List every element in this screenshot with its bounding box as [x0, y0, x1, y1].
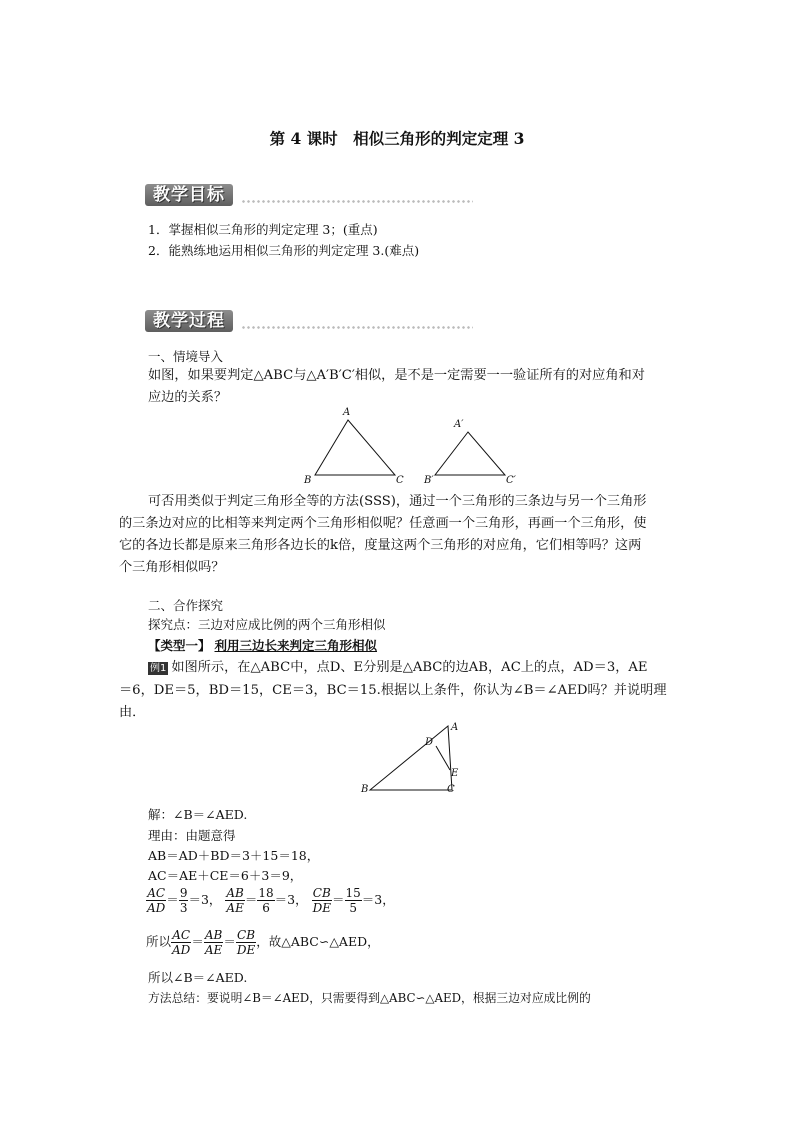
example-line-1: [148, 656, 648, 675]
para2-line-3: 它的各边长都是原来三角形各边长的k倍，度量这两个三角形的对应角，它们相等吗？这两: [119, 538, 642, 553]
goal-2: 2．能熟练地运用相似三角形的判定定理 3.(难点): [148, 243, 420, 258]
fraction-ac-ad: $\frac{AC}{AD}$: [172, 928, 191, 957]
conclusion-line: 所以 $\frac{AC}{AD}$ ＝ $\frac{AB}{AE}$ ＝ $\frac{CB}{DE}$ ，故△ABC∽△AED，: [146, 928, 380, 957]
label-c-prime: C′: [506, 475, 516, 486]
fraction-18-6: $\frac{18}{6}$: [258, 886, 274, 915]
ratio-tail-3: ＝3，: [361, 892, 395, 907]
banner-dots: [241, 199, 473, 204]
type-heading: [148, 636, 377, 654]
type-title: 利用三边长来判定三角形相似: [214, 638, 378, 653]
intro-line-1: 如图，如果要判定△ABC与△A′B′C′相似，是不是一定需要一一验证所有的对应角和对: [148, 368, 645, 383]
ratio-tail-2: ＝3，: [274, 892, 308, 907]
example-text: 如图所示，在△ABC中，点D、E分别是△ABC的边AB，AC上的点，AD＝3，AE: [171, 660, 648, 675]
triangle-abc-prime: [435, 432, 505, 475]
label-c: C: [396, 475, 404, 486]
fraction-15-5: $\frac{15}{5}$: [345, 886, 361, 915]
intro-line-2: 应边的关系？: [148, 390, 228, 405]
fraction-ab-ae: $\frac{AB}{AE}$: [204, 928, 223, 957]
example-line-3: 由．: [119, 705, 146, 720]
para2-line-4: 个三角形相似吗？: [119, 560, 225, 575]
figure-two-triangles: [300, 405, 530, 489]
fraction-9-3: $\frac{9}{3}$: [179, 886, 188, 915]
label-b: B: [361, 784, 369, 795]
goal-1: 1．掌握相似三角形的判定定理 3；(重点): [148, 222, 378, 237]
banner-dots: [241, 325, 473, 330]
section-heading-1: 一、情境导入: [148, 349, 224, 364]
label-c: C: [447, 784, 455, 795]
section-heading-2: 二、合作探究: [148, 598, 224, 613]
figure-example: [355, 718, 470, 798]
label-e: E: [451, 768, 459, 779]
fraction-ac-ad: $\frac{AC}{AD}$: [147, 886, 166, 915]
label-a: A: [451, 722, 459, 733]
solution-line-1: 解：∠B＝∠AED.: [148, 807, 248, 822]
label-a: A: [343, 407, 351, 418]
banner-label: 教学过程: [145, 310, 233, 332]
label-a-prime: A′: [454, 419, 464, 430]
solution-line-3: AB＝AD＋BD＝3＋15＝18，: [148, 848, 320, 863]
banner-label: 教学目标: [145, 184, 233, 206]
label-b-prime: B′: [424, 475, 434, 486]
label-b: B: [304, 475, 312, 486]
solution-line-4: AC＝AE＋CE＝6＋3＝9，: [148, 868, 303, 883]
example-line-2: ＝6，DE＝5，BD＝15，CE＝3，BC＝15.根据以上条件，你认为∠B＝∠AED吗？并说明理: [119, 683, 667, 698]
fraction-cb-de: $\frac{CB}{DE}$: [312, 886, 331, 915]
label-d: D: [425, 737, 434, 748]
example-badge: 例1: [150, 663, 167, 674]
page-title: 第 4 课时 相似三角形的判定定理 3: [269, 129, 525, 148]
fraction-cb-de: $\frac{CB}{DE}$: [236, 928, 256, 957]
type-tag: 【类型一】: [148, 638, 211, 653]
para2-line-2: 的三条边对应的比相等来判定两个三角形相似呢？任意画一个三角形，再画一个三角形，使: [119, 516, 647, 531]
conclusion-tail: ，故△ABC∽△AED，: [256, 934, 380, 949]
explore-point: 探究点：三边对应成比例的两个三角形相似: [148, 617, 386, 632]
solution-line-6: 所以∠B＝∠AED.: [148, 970, 248, 985]
ratio-line: $\frac{AC}{AD}$ ＝ $\frac{9}{3}$ ＝3， $\frac{AB}{AE}$ ＝ $\frac{18}{6}$ ＝3， $\frac{CB}{DE}$ ＝ $\frac{15}{5}$ ＝3，: [147, 886, 395, 915]
solution-line-2: 理由：由题意得: [148, 828, 236, 843]
triangle-abc: [315, 420, 395, 475]
section-banner-goals: [145, 184, 473, 208]
para2-line-1: 可否用类似于判定三角形全等的方法(SSS)，通过一个三角形的三条边与另一个三角形: [148, 494, 647, 509]
segment-de: [436, 746, 450, 770]
triangle-abc: [370, 726, 452, 790]
method-summary: 方法总结：要说明∠B＝∠AED，只需要得到△ABC∽△AED，根据三边对应成比例的: [148, 991, 591, 1005]
section-banner-process: [145, 310, 473, 334]
so-prefix: 所以: [146, 934, 172, 949]
ratio-tail-1: ＝3，: [188, 892, 222, 907]
fraction-ab-ae: $\frac{AB}{AE}$: [226, 886, 244, 915]
